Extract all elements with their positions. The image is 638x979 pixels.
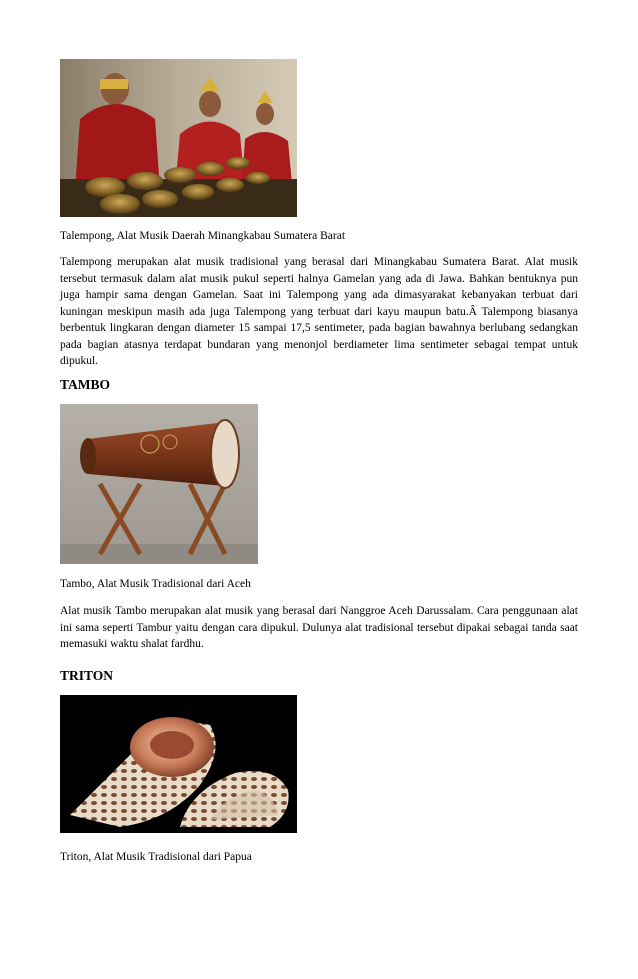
talempong-caption: Talempong, Alat Musik Daerah Minangkabau Sumatera Barat xyxy=(60,230,346,242)
tambo-drum-photo xyxy=(60,404,258,564)
tambo-caption: Tambo, Alat Musik Tradisional dari Aceh xyxy=(60,578,251,590)
talempong-photo xyxy=(60,59,297,217)
triton-shell-photo xyxy=(60,695,297,833)
tambo-heading: TAMBO xyxy=(60,377,110,392)
triton-caption: Triton, Alat Musik Tradisional dari Papua xyxy=(60,851,252,863)
tambo-paragraph: Alat musik Tambo merupakan alat musik yang berasal dari Nanggroe Aceh Darussalam. Cara penggunaan alat ini sama seperti Tambur yaitu dengan cara dipukul. Dulunya alat tradisional tersebut dipakai sebagai tanda saat memasuki waktu shalat fardhu. xyxy=(60,605,578,650)
triton-heading: TRITON xyxy=(60,668,114,683)
talempong-paragraph: Talempong merupakan alat musik tradisional yang berasal dari Minangkabau Sumatera Barat. Alat musik tersebut termasuk dalam alat musik pukul seperti halnya Gamelan yang ada di Jawa. Bahkan bentuknya pun juga hampir sama dengan Gamelan. Saat ini Talempong yang ada dimasyarakat kebanyakan terbuat dari kuningan meskipun masih ada juga Talempong yang terbuat dari kayu maupun batu.Â Talempong biasanya berbentuk lingkaran dengan diameter 15 sampai 17,5 sentimeter, pada bagian bawahnya berlubang sedangkan pada bagian atasnya terdapat bundaran yang menonjol berdiameter lima sentimeter sebagai tempat untuk dipukul. xyxy=(60,256,578,367)
